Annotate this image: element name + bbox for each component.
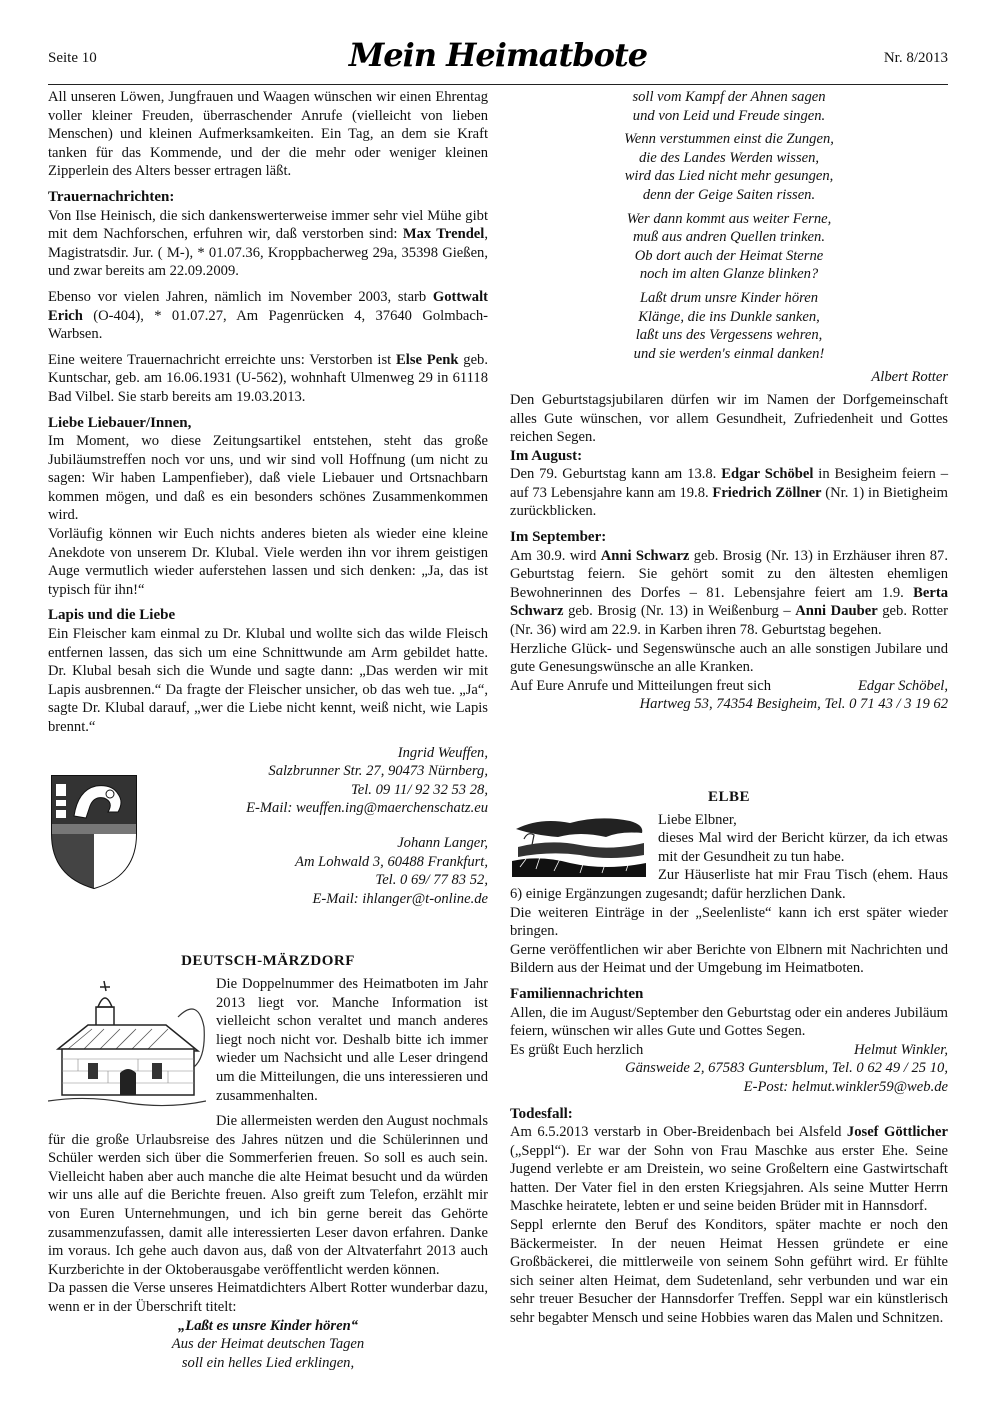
gruss-address: Gänsweide 2, 67583 Guntersblum, Tel. 0 62 49 / 25 10, <box>625 1060 948 1077</box>
august-heading: Im August: <box>510 447 583 464</box>
coat-of-arms-icon <box>48 772 140 892</box>
signature-langer: Johann Langer, Am Lohwald 3, 60488 Frankfurt, Tel. 0 69/ 77 83 52, E-Mail: ihlanger@t-online.de <box>48 834 488 908</box>
name-anni-dauber: Anni Dauber <box>795 603 878 620</box>
trauer-heading: Trauernachrichten: <box>48 188 175 205</box>
lapis-paragraph: Ein Fleischer kam einmal zu Dr. Klubal und wollte sich das wilde Fleisch entfernen lassen, das sich um eine Schnittwunde am Arm gebildet hatte. Dr. Klubal besah sich die Wunde und sagte dann: „Das werden wir mit Lapis ausbrennen.“ Da fragte der Fleischer unsicher, ob das weh tue. „Ja“, sagte Dr. Klubal darauf, „wer die Liebe nicht kennt, weiß nicht, wie Lapis brennt.“ <box>48 626 488 735</box>
name-berta-schwarz: Berta Schwarz <box>510 584 948 620</box>
elbe-heading: ELBE <box>707 789 751 805</box>
dm-paragraph-3: Da passen die Verse unseres Heimatdichters Albert Rotter wunderbar dazu, wenn er in der Überschrift titelt: <box>48 1280 488 1316</box>
gruss-line: Es grüßt Euch herzlich Helmut Winkler, <box>510 1041 948 1058</box>
anruf-address: Hartweg 53, 74354 Besigheim, Tel. 0 71 43 / 3 19 62 <box>639 696 948 713</box>
landscape-illustration-icon <box>510 811 648 881</box>
poem-line: soll ein helles Lied erklingen, <box>181 1354 355 1371</box>
right-column <box>510 88 948 1328</box>
intro-paragraph: All unseren Löwen, Jungfrauen und Waagen wünschen wir einen Ehrentag voller kleiner Freuden, überraschender Anrufe (vielleicht von lieben Menschen) und kleinen Aufmerksamkeiten. Ein Tag, an dem sie Kraft tanken für das Kommende, und der die mehr oder weniger kleinen Zipperlein des Alters besser ertragen läßt. <box>48 89 488 180</box>
email-winkler[interactable]: E-Post: helmut.winkler59@web.de <box>743 1078 948 1095</box>
poem-stanza-3: Wer dann kommt aus weiter Ferne, muß aus andren Quellen trinken. Ob dort auch der Heimat Sterne noch im alten Glanze blinken? <box>626 210 832 283</box>
elbe-paragraph-1: dieses Mal wird der Bericht kürzer, da ich etwas mit der Gesundheit zu tun habe. <box>658 830 948 865</box>
todesfall-heading: Todesfall: <box>510 1105 573 1122</box>
liebe-heading: Liebe Liebauer/Innen, <box>48 414 192 431</box>
email-langer[interactable]: E-Mail: ihlanger@t-online.de <box>312 890 488 907</box>
geburtstag-intro: Den Geburtstagsjubilaren dürfen wir im Namen der Dorfgemeinschaft alles Gute wünschen, vor allem Gesundheit, Zufriedenheit und Gottes reichen Segen. <box>510 391 948 446</box>
september-paragraph: Am 30.9. wird Anni Schwarz geb. Brosig (Nr. 13) in Erzhäuser ihren 87. Geburtstag feiern. Sie gehört somit zu den ältesten ehemligen Bewohnerinnen des Dorfes – 81. Lebensjahre feiert am 1.9. Berta Schwarz geb. Brosig (Nr. 13) in Weißenburg – Anni Dauber geb. Rotter (Nr. 36) wird am 22.9. in Karben ihren 78. Geburtstag begehen. <box>510 547 948 639</box>
familien-heading: Familiennachrichten <box>510 985 644 1002</box>
deutsch-maerzdorf-heading: DEUTSCH-MÄRZDORF <box>181 953 355 970</box>
trauer-paragraph-1: Von Ilse Heinisch, die sich dankenswerterweise immer sehr viel Mühe gibt mit dem Nachforschen, erfuhren wir, daß verstorben sind: Max Trendel, Magistratsdir. Jur. ( M-), * 01.07.36, Kroppbacherweg 29a, 35398 Gießen, und zwar bereits am 22.09.2009. <box>48 207 488 280</box>
page-number: Seite 10 <box>48 50 97 66</box>
name-anni-schwarz: Anni Schwarz <box>600 547 690 564</box>
anruf-line: Auf Eure Anrufe und Mitteilungen freut sich Edgar Schöbel, <box>510 677 948 694</box>
liebe-paragraph-1: Im Moment, wo diese Zeitungsartikel entstehen, steht das große Jubiläumstreffen noch vor uns, und wir sind voll Hoffnung (um nicht zu sagen: Wir haben Lampenfieber), daß viele Liebauer und Ortsnachbarn kommen mögen, und daß es ein besonders schönes Zusammenkommen wird. <box>48 433 488 524</box>
lapis-heading: Lapis und die Liebe <box>48 607 176 624</box>
todesfall-paragraph-1: Am 6.5.2013 verstarb in Ober-Breidenbach bei Alsfeld Josef Göttlicher („Seppl“). Er war der Sohn von Frau Maschke aus erster Ehe. Seine Jugend verlebte er am Dreistein, wo seine Großeltern eine Gastwirtschaft hatten. Der Vater fiel in den ersten Kriegsjahren. Als seine Mutter Herrn Maschke heiratete, lebten er und seine beiden Brüder mit in Hannsdorf. <box>510 1124 949 1215</box>
elbe-paragraph-3: Die weiteren Einträge in der „Seelenliste“ kann ich erst später wieder bringen. <box>510 904 948 940</box>
poem-title: „Laßt es unsre Kinder hören“ <box>177 1317 359 1334</box>
signature-weuffen: Ingrid Weuffen, Salzbrunner Str. 27, 90473 Nürnberg, Tel. 09 11/ 92 32 53 28, E-Mail: weuffen.ing@maerchenschatz.eu <box>48 744 488 818</box>
name-gottwalt-erich: Gottwalt Erich <box>48 288 488 324</box>
poem-stanza-4: Laßt drum unsre Kinder hören Klänge, die ins Dunkle sanken, laßt uns des Vergessens wehren, und sie werden's einmal danken! <box>633 289 825 362</box>
left-column <box>48 88 488 1372</box>
elbe-greeting: Liebe Elbner, <box>658 811 737 828</box>
issue-number: Nr. 8/2013 <box>883 50 948 66</box>
august-paragraph: Den 79. Geburtstag kann am 13.8. Edgar Schöbel in Besigheim feiern – auf 73 Lebensjahre kann am 19.8. Friedrich Zöllner (Nr. 1) in Bietigheim zurückblicken. <box>510 466 948 520</box>
poem-stanza-2: Wenn verstummen einst die Zungen, die des Landes Werden wissen, wird das Lied nicht mehr gesungen, denn der Geige Saiten rissen. <box>624 131 834 203</box>
page-header <box>48 38 948 78</box>
name-edgar-schoebel: Edgar Schöbel <box>721 466 814 483</box>
name-friedrich-zoellner: Friedrich Zöllner <box>712 484 822 501</box>
september-heading: Im September: <box>510 529 607 546</box>
chapel-illustration-icon <box>48 977 206 1117</box>
signatures-area <box>48 744 488 909</box>
trauer-paragraph-3: Eine weitere Trauernachricht erreichte uns: Verstorben ist Else Penk geb. Kuntschar, geb. am 16.06.1931 (U-562), wohnhaft Ulmenweg 29 in 61118 Bad Vilbel. Sie starb bereits am 19.03.2013. <box>48 351 488 405</box>
dm-paragraph-2: Die allermeisten werden den August nochmals für die große Urlaubsreise des Jahres nützen und die Schülerinnen und Schüler werden sich über die Sommerferien freuen. So soll es auch sein. Vielleicht haben aber auch manche die alte Heimat besucht und da würden wir uns alle auf die Berichte freuen. Also greift zum Telefon, erzählt mir von Euren Unternehmungen, und ich bin gerne bereit das Gehörte zusammenzufassen, damit alle interessierten Leser davon erfahren. Danke im voraus. Ich gehe auch davon aus, daß von der Altvaterfahrt 2013 auch Kurzberichte in der Oktoberausgabe veröffentlicht werden können. <box>48 1113 488 1278</box>
familien-paragraph: Allen, die im August/September den Geburtstag oder ein anderes Jubiläum feiern, wünschen wir alles Gute und Gottes Segen. <box>510 1004 948 1040</box>
name-max-trendel: Max Trendel <box>402 226 485 243</box>
trauer-paragraph-2: Ebenso vor vielen Jahren, nämlich im November 2003, starb Gottwalt Erich (O-404), * 01.07.27, Am Pagenrücken 4, 37640 Golmbach-Warbsen. <box>48 288 488 343</box>
elbe-paragraph-2: Zur Häuserliste hat mir Frau Tisch (ehem. Haus 6) einige Ergänzungen zugesandt; dafür herzlichen Dank. <box>510 867 948 902</box>
name-else-penk: Else Penk <box>396 351 459 368</box>
email-weuffen[interactable]: E-Mail: weuffen.ing@maerchenschatz.eu <box>246 800 488 817</box>
header-rule <box>48 84 948 85</box>
liebe-paragraph-2: Vorläufig können wir Euch nichts anderes bieten als wieder eine kleine Anekdote von unserem Dr. Klubal. Viele werden ihn vor ihrem geistigen Auge vermutlich wieder auferstehen lassen und sich denken: „Ja, das ist typisch für ihn!“ <box>48 526 488 598</box>
september-paragraph-2: Herzliche Glück- und Segenswünsche auch an alle sonstigen Jubilare und gute Genesungswünsche an alle Kranken. <box>510 640 948 676</box>
masthead-title: Mein Heimatbote <box>348 36 648 74</box>
todesfall-paragraph-2: Seppl erlernte den Beruf des Konditors, später machte er noch den Bäckermeister. In der neuen Heimat Hessen gründete er eine Großbäckerei, die mittlerweile von seinem Sohn geführt wird. Er fühlte sich seiner alten Heimat, dem Sudetenland, sehr verbunden und war ein sehr treuer Besucher der Hannsdorfer Treffen. Seppl war ein künstlerisch sehr begabter Mensch und seine Hobbies waren das Malen und Schnitzen. <box>510 1217 948 1327</box>
name-josef-goettlicher: Josef Göttlicher <box>846 1124 949 1141</box>
elbe-paragraph-4: Gerne veröffentlichen wir aber Berichte von Elbnern mit Nachrichten und Bildern aus der Heimat und der Umgebung im Heimatboten. <box>510 941 948 977</box>
dm-paragraph-1: Die Doppelnummer des Heimatboten im Jahr 2013 liegt vor. Manche Information ist vielleicht schon veraltet und manch anderes liegt noch nicht vor. Deshalb bitte ich immer wieder um Nachsicht und alle Leser dringend um die Mitteilungen, die uns interessieren und zusammenhalten. <box>216 975 488 1104</box>
poem-stanza-1: soll vom Kampf der Ahnen sagen und von Leid und Freude singen. <box>632 89 826 124</box>
poem-author: Albert Rotter <box>871 369 948 386</box>
poem-line: Aus der Heimat deutschen Tagen <box>171 1336 365 1353</box>
